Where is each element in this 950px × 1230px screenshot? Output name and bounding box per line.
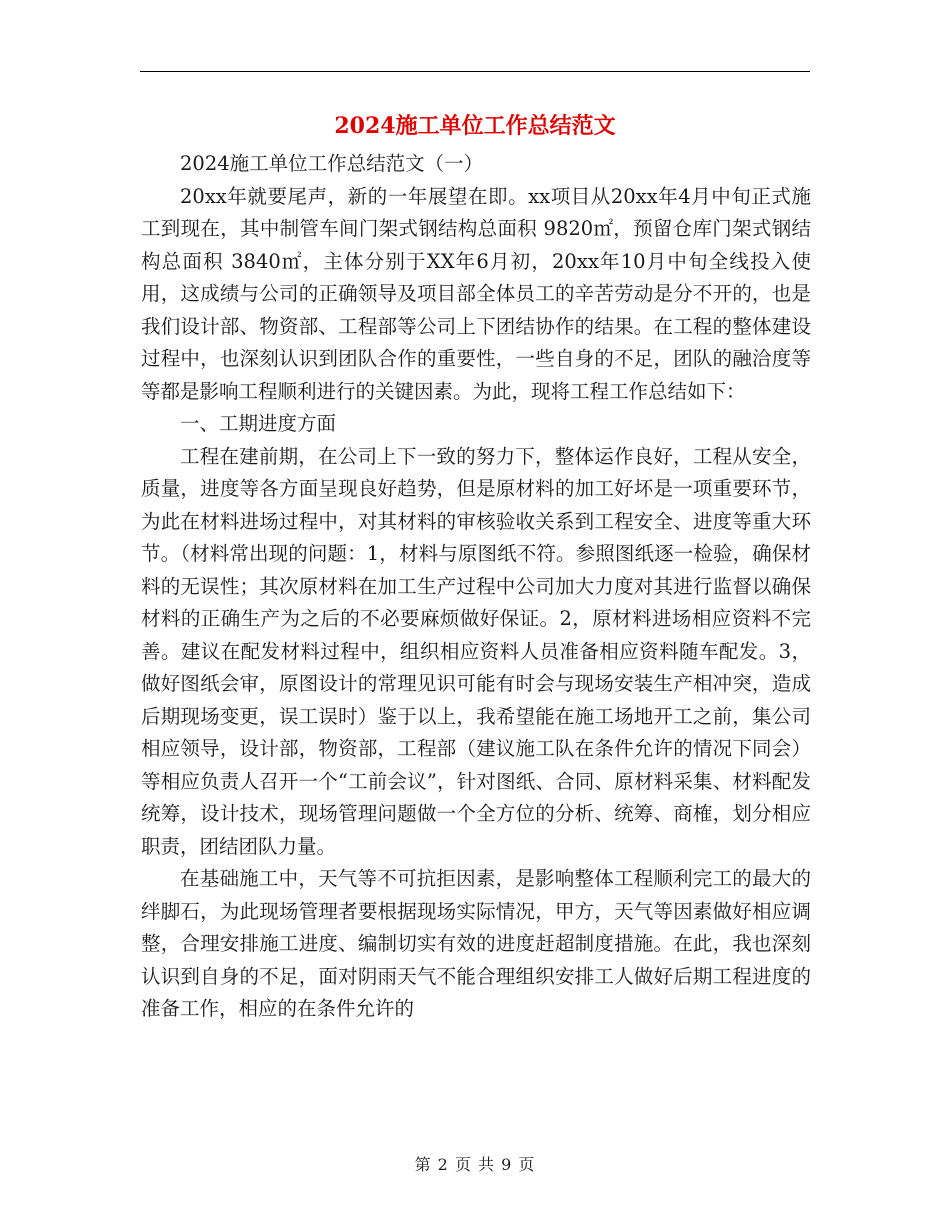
- document-title: 2024施工单位工作总结范文: [334, 113, 616, 139]
- header-rule: [140, 71, 810, 72]
- section-subtitle: 2024施工单位工作总结范文（一）: [180, 152, 484, 175]
- body-paragraph: 工程在建前期，在公司上下一致的努力下，整体运作良好，工程从安全，质量，进度等各方面呈现良好趋势，但是原材料的加工好坏是一项重要环节，为此在材料进场过程中，对其材料的审核验收关系到工程安全、进度等重大环节。（材料常出现的问题：1，材料与原图纸不符。参照图纸逐一检验，确保材料的无误性；其次原材料在加工生产过程中公司加大力度对其进行监督以确保材料的正确生产为之后的不必要麻烦做好保证。2，原材料进场相应资料不完善。建议在配发材料过程中，组织相应资料人员准备相应资料随车配发。3，做好图纸会审，原图设计的常理见识可能有时会与现场安装生产相冲突，造成后期现场变更，误工误时）鉴于以上，我希望能在施工场地开工之前，集公司相应领导，设计部，物资部，工程部（建议施工队在条件允许的情况下同会）等相应负责人召开一个“工前会议”，针对图纸、合同、原材料采集、材料配发统筹，设计技术，现场管理问题做一个全方位的分析、统筹、商榷，划分相应职责，团结团队力量。: [141, 444, 811, 858]
- document-body: [141, 148, 811, 1026]
- page-number: 第 2 页 共 9 页: [414, 1155, 536, 1174]
- body-paragraph: 在基础施工中，天气等不可抗拒因素，是影响整体工程顺利完工的最大的绊脚石，为此现场管理者要根据现场实际情况，甲方，天气等因素做好相应调整，合理安排施工进度、编制切实有效的进度赶超制度措施。在此，我也深刻认识到自身的不足，面对阴雨天气不能合理组织安排工人做好后期工程进度的准备工作，相应的在条件允许的: [141, 867, 811, 1020]
- body-paragraph: 20xx年就要尾声，新的一年展望在即。xx项目从20xx年4月中旬正式施工到现在，其中制管车间门架式钢结构总面积 9820㎡，预留仓库门架式钢结构总面积 3840㎡，主体分别于XX年6月初，20xx年10月中旬全线投入使用，这成绩与公司的正确领导及项目部全体员工的辛苦劳动是分不开的，也是我们设计部、物资部、工程部等公司上下团结协作的结果。在工程的整体建设过程中，也深刻认识到团队合作的重要性，一些自身的不足，团队的融洽度等等都是影响工程顺利进行的关键因素。为此，现将工程工作总结如下：: [141, 184, 811, 403]
- section-heading: 一、工期进度方面: [180, 412, 337, 435]
